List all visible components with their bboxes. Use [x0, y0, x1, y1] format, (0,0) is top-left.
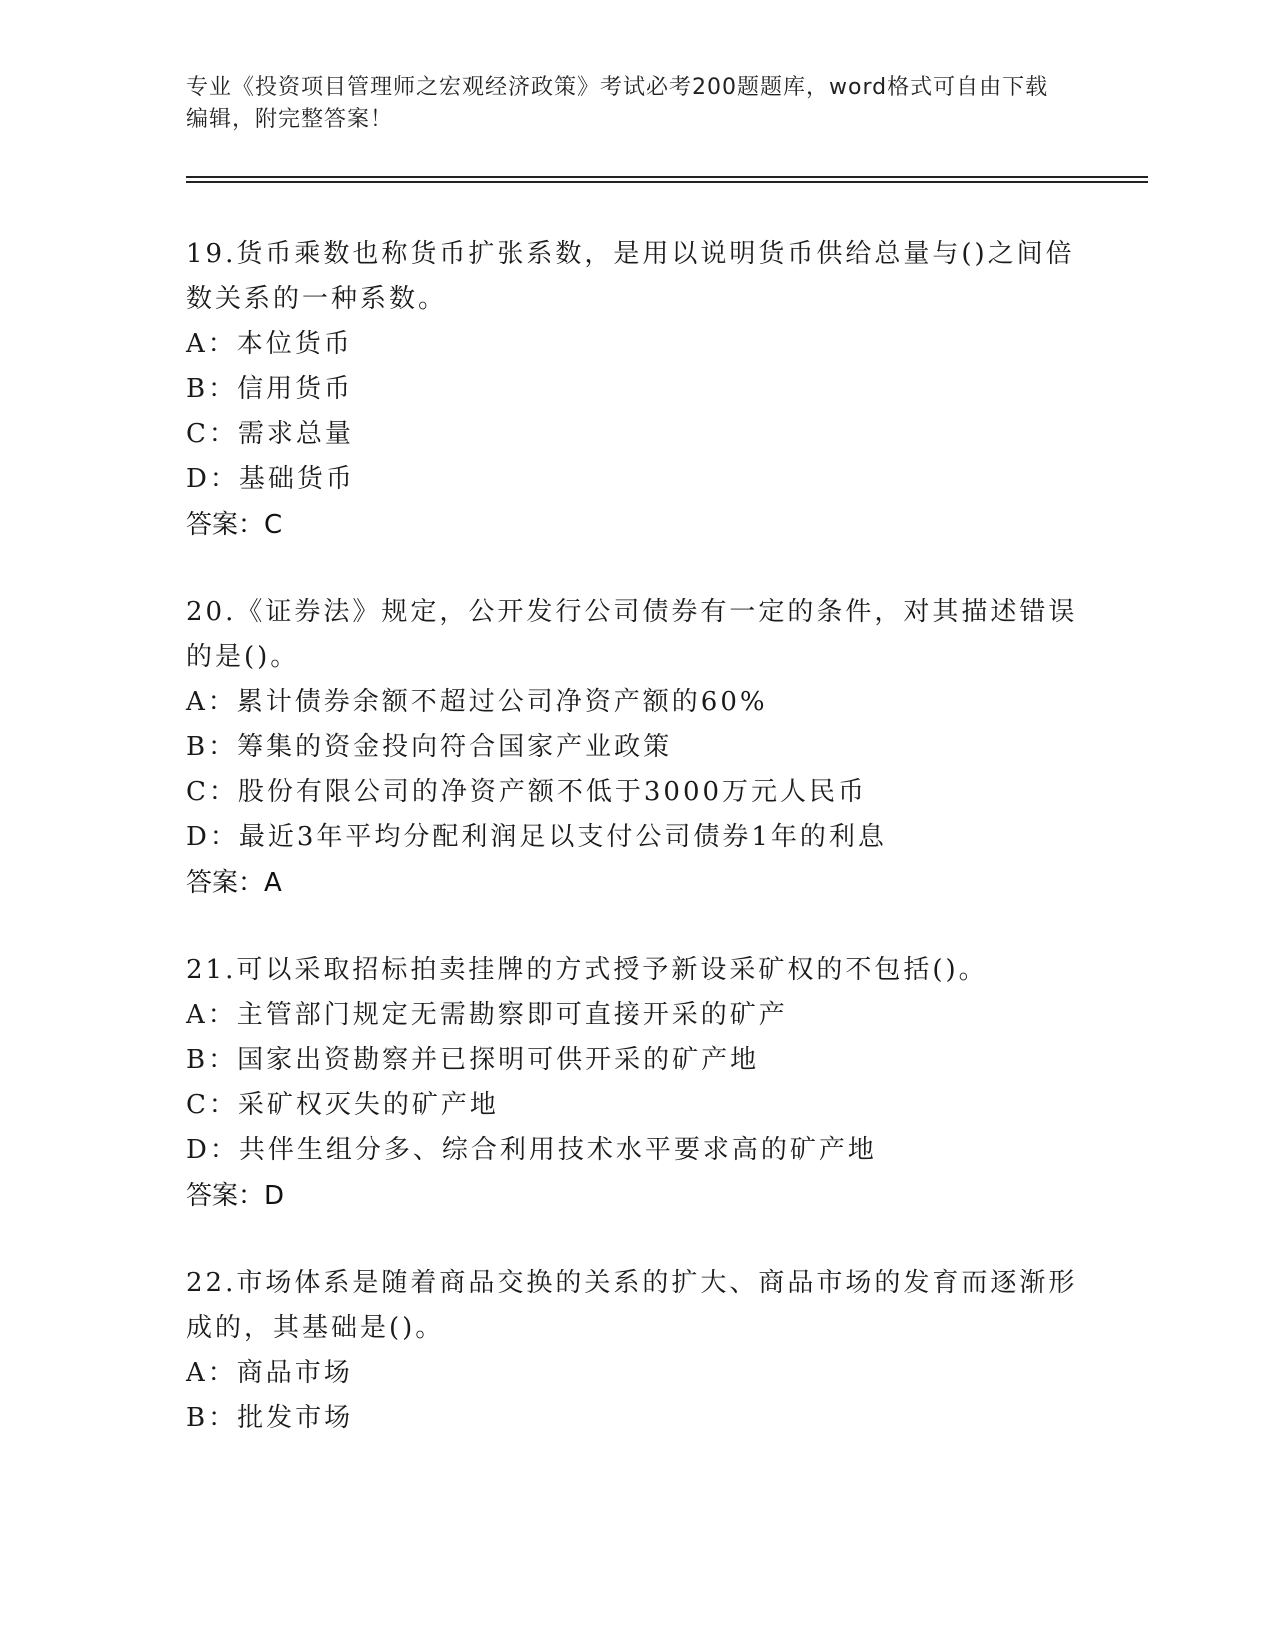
option-a: A：主管部门规定无需勘察即可直接开采的矿产: [186, 1000, 788, 1030]
option-b: B：信用货币: [186, 374, 354, 404]
question-list: [186, 232, 1086, 1483]
header-divider-bottom: [186, 181, 1148, 183]
option-a: A：累计债券余额不超过公司净资产额的60%: [186, 687, 768, 717]
answer-line: 答案：A: [186, 868, 282, 898]
header-divider-top: [186, 176, 1148, 178]
question-stem: 21.可以采取招标拍卖挂牌的方式授予新设采矿权的不包括()。: [186, 955, 988, 985]
option-d: D：共伴生组分多、综合利用技术水平要求高的矿产地: [186, 1135, 877, 1165]
option-d: D：最近3年平均分配利润足以支付公司债券1年的利息: [186, 822, 887, 852]
option-d: D：基础货币: [186, 464, 355, 494]
question-stem: 20.《证券法》规定，公开发行公司债券有一定的条件，对其描述错误的是()。: [186, 597, 1078, 672]
question-19: [186, 232, 1086, 548]
answer-line: 答案：D: [186, 1181, 285, 1211]
option-c: C：采矿权灭失的矿产地: [186, 1090, 499, 1120]
option-c: C：股份有限公司的净资产额不低于3000万元人民币: [186, 777, 868, 807]
document-header: 专业《投资项目管理师之宏观经济政策》考试必考200题题库，word格式可自由下载编辑，附完整答案！: [186, 75, 1049, 132]
option-c: C：需求总量: [186, 419, 354, 449]
question-21: [186, 948, 1086, 1219]
option-b: B：国家出资勘察并已探明可供开采的矿产地: [186, 1045, 760, 1075]
option-b: B：批发市场: [186, 1403, 354, 1433]
question-stem: 22.市场体系是随着商品交换的关系的扩大、商品市场的发育而逐渐形成的，其基础是()。: [186, 1268, 1078, 1343]
option-a: A：本位货币: [186, 329, 353, 359]
answer-line: 答案：C: [186, 510, 283, 540]
question-20: [186, 590, 1086, 906]
option-b: B：筹集的资金投向符合国家产业政策: [186, 732, 673, 762]
question-22: [186, 1261, 1086, 1441]
option-a: A：商品市场: [186, 1358, 353, 1388]
question-stem: 19.货币乘数也称货币扩张系数，是用以说明货币供给总量与()之间倍数关系的一种系数。: [186, 239, 1075, 314]
